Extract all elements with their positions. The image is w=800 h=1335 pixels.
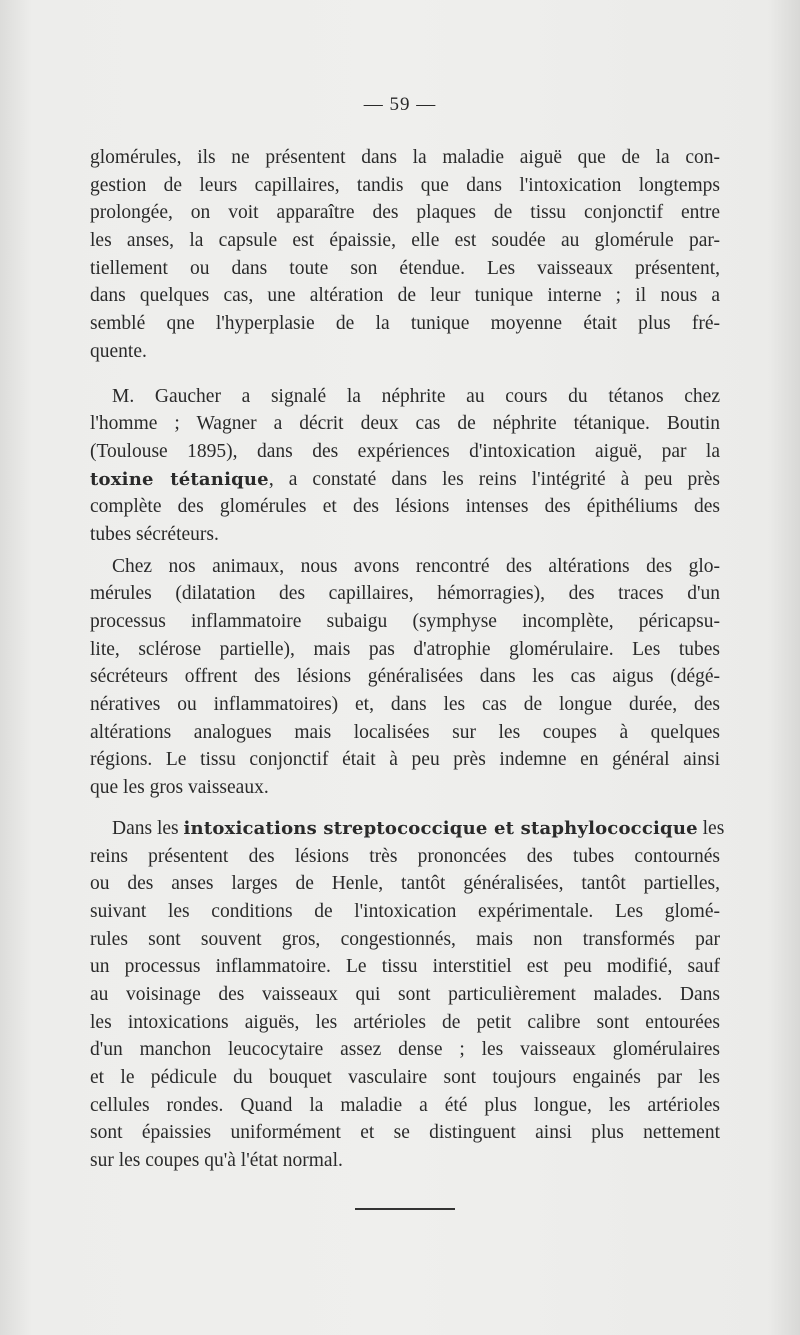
text-segment: , a constaté dans les reins l'intégrité à peu près (268, 468, 720, 490)
text-segment: l'homme ; Wagner a décrit deux cas de néphrite tétanique. Boutin (90, 413, 720, 435)
text-line (90, 815, 725, 843)
bold-text: toxine tétanique (90, 468, 269, 490)
text-segment: les (697, 817, 725, 839)
text-line (90, 719, 720, 747)
text-segment: sécréteurs offrent des lésions généralisées dans les cas aigus (dégé- (90, 666, 720, 688)
end-rule (355, 1208, 455, 1210)
text-line (90, 438, 720, 466)
paragraph (90, 383, 720, 549)
text-line (90, 870, 720, 898)
text-segment: Dans les (112, 817, 184, 839)
text-line (90, 410, 720, 438)
text-line (90, 227, 720, 255)
paragraph (90, 553, 720, 802)
text-segment: reins présentent des lésions très prononcées des tubes contournés (90, 845, 720, 867)
text-segment: sont épaissies uniformément et se distinguent ainsi plus nettement (90, 1122, 720, 1144)
text-segment: cellules rondes. Quand la maladie a été plus longue, les artérioles (90, 1094, 720, 1116)
text-line (90, 521, 720, 549)
paragraph (90, 815, 725, 1175)
text-segment: les anses, la capsule est épaissie, elle est soudée au glomérule par- (90, 230, 720, 252)
text-segment: au voisinage des vaisseaux qui sont particulièrement malades. Dans (90, 983, 720, 1005)
text-segment: les intoxications aiguës, les artérioles de petit calibre sont entourées (90, 1011, 720, 1033)
text-line (90, 1009, 720, 1037)
text-line (90, 255, 720, 283)
text-line (90, 926, 720, 954)
text-segment: Chez nos animaux, nous avons rencontré des altérations des glo- (112, 555, 720, 577)
text-segment: lite, sclérose partielle), mais pas d'atrophie glomérulaire. Les tubes (90, 638, 720, 660)
text-line (90, 1119, 720, 1147)
text-line (90, 199, 720, 227)
text-line (90, 663, 720, 691)
text-line (90, 553, 720, 581)
text-segment: dans quelques cas, une altération de leur tunique interne ; il nous a (90, 285, 720, 307)
paragraph (90, 144, 720, 366)
text-line (90, 310, 720, 338)
body-text (90, 144, 725, 1175)
text-segment: ou des anses larges de Henle, tantôt généralisées, tantôt partielles, (90, 873, 720, 895)
text-segment: tubes sécréteurs. (90, 523, 219, 545)
text-line (90, 580, 720, 608)
text-line (90, 636, 720, 664)
text-segment: rules sont souvent gros, congestionnés, mais non transformés par (90, 928, 720, 950)
bold-text: intoxications streptococcique et staphylococcique (183, 817, 698, 839)
text-segment: tiellement ou dans toute son étendue. Les vaisseaux présentent, (90, 257, 720, 279)
text-line (90, 282, 720, 310)
text-segment: quente. (90, 340, 147, 362)
page-number: — 59 — (363, 94, 437, 115)
text-segment: (Toulouse 1895), dans des expériences d'intoxication aiguë, par la (90, 440, 720, 462)
text-line (90, 691, 720, 719)
text-segment: M. Gaucher a signalé la néphrite au cours du tétanos chez (112, 385, 720, 407)
text-line (90, 1147, 720, 1175)
text-segment: sur les coupes qu'à l'état normal. (90, 1150, 343, 1172)
text-segment: que les gros vaisseaux. (90, 777, 269, 799)
text-line (90, 338, 720, 366)
text-segment: régions. Le tissu conjonctif était à peu près indemne en général ainsi (90, 749, 720, 771)
text-line (90, 898, 720, 926)
text-segment: suivant les conditions de l'intoxication expérimentale. Les glomé- (90, 900, 720, 922)
text-segment: et le pédicule du bouquet vasculaire sont toujours engainés par les (90, 1067, 720, 1088)
text-segment: nératives ou inflammatoires) et, dans les cas de longue durée, des (90, 694, 720, 716)
text-segment: processus inflammatoire subaigu (symphyse incomplète, péricapsu- (90, 611, 720, 632)
text-line (90, 144, 720, 172)
text-line (90, 1064, 720, 1092)
text-line (90, 466, 720, 494)
text-segment: prolongée, on voit apparaître des plaques de tissu conjonctif entre (90, 202, 720, 224)
text-segment: d'un manchon leucocytaire assez dense ; les vaisseaux glomérulaires (90, 1039, 720, 1061)
text-segment: glomérules, ils ne présentent dans la maladie aiguë que de la con- (90, 147, 720, 168)
text-line (90, 746, 720, 774)
text-line (90, 981, 720, 1009)
text-line (90, 1092, 720, 1120)
text-segment: semblé qne l'hyperplasie de la tunique moyenne était plus fré- (90, 313, 720, 335)
text-line (90, 383, 720, 411)
text-line (90, 1036, 720, 1064)
text-line (90, 493, 720, 521)
text-segment: altérations analogues mais localisées sur les coupes à quelques (90, 721, 720, 743)
text-segment: gestion de leurs capillaires, tandis que dans l'intoxication longtemps (90, 174, 720, 196)
text-line (90, 843, 720, 871)
text-line (90, 608, 720, 636)
text-line (90, 774, 720, 802)
text-line (90, 172, 720, 200)
text-line (90, 953, 720, 981)
text-segment: mérules (dilatation des capillaires, hémorragies), des traces d'un (90, 583, 720, 605)
text-segment: un processus inflammatoire. Le tissu interstitiel est peu modifié, sauf (90, 956, 720, 978)
text-segment: complète des glomérules et des lésions intenses des épithéliums des (90, 496, 720, 518)
